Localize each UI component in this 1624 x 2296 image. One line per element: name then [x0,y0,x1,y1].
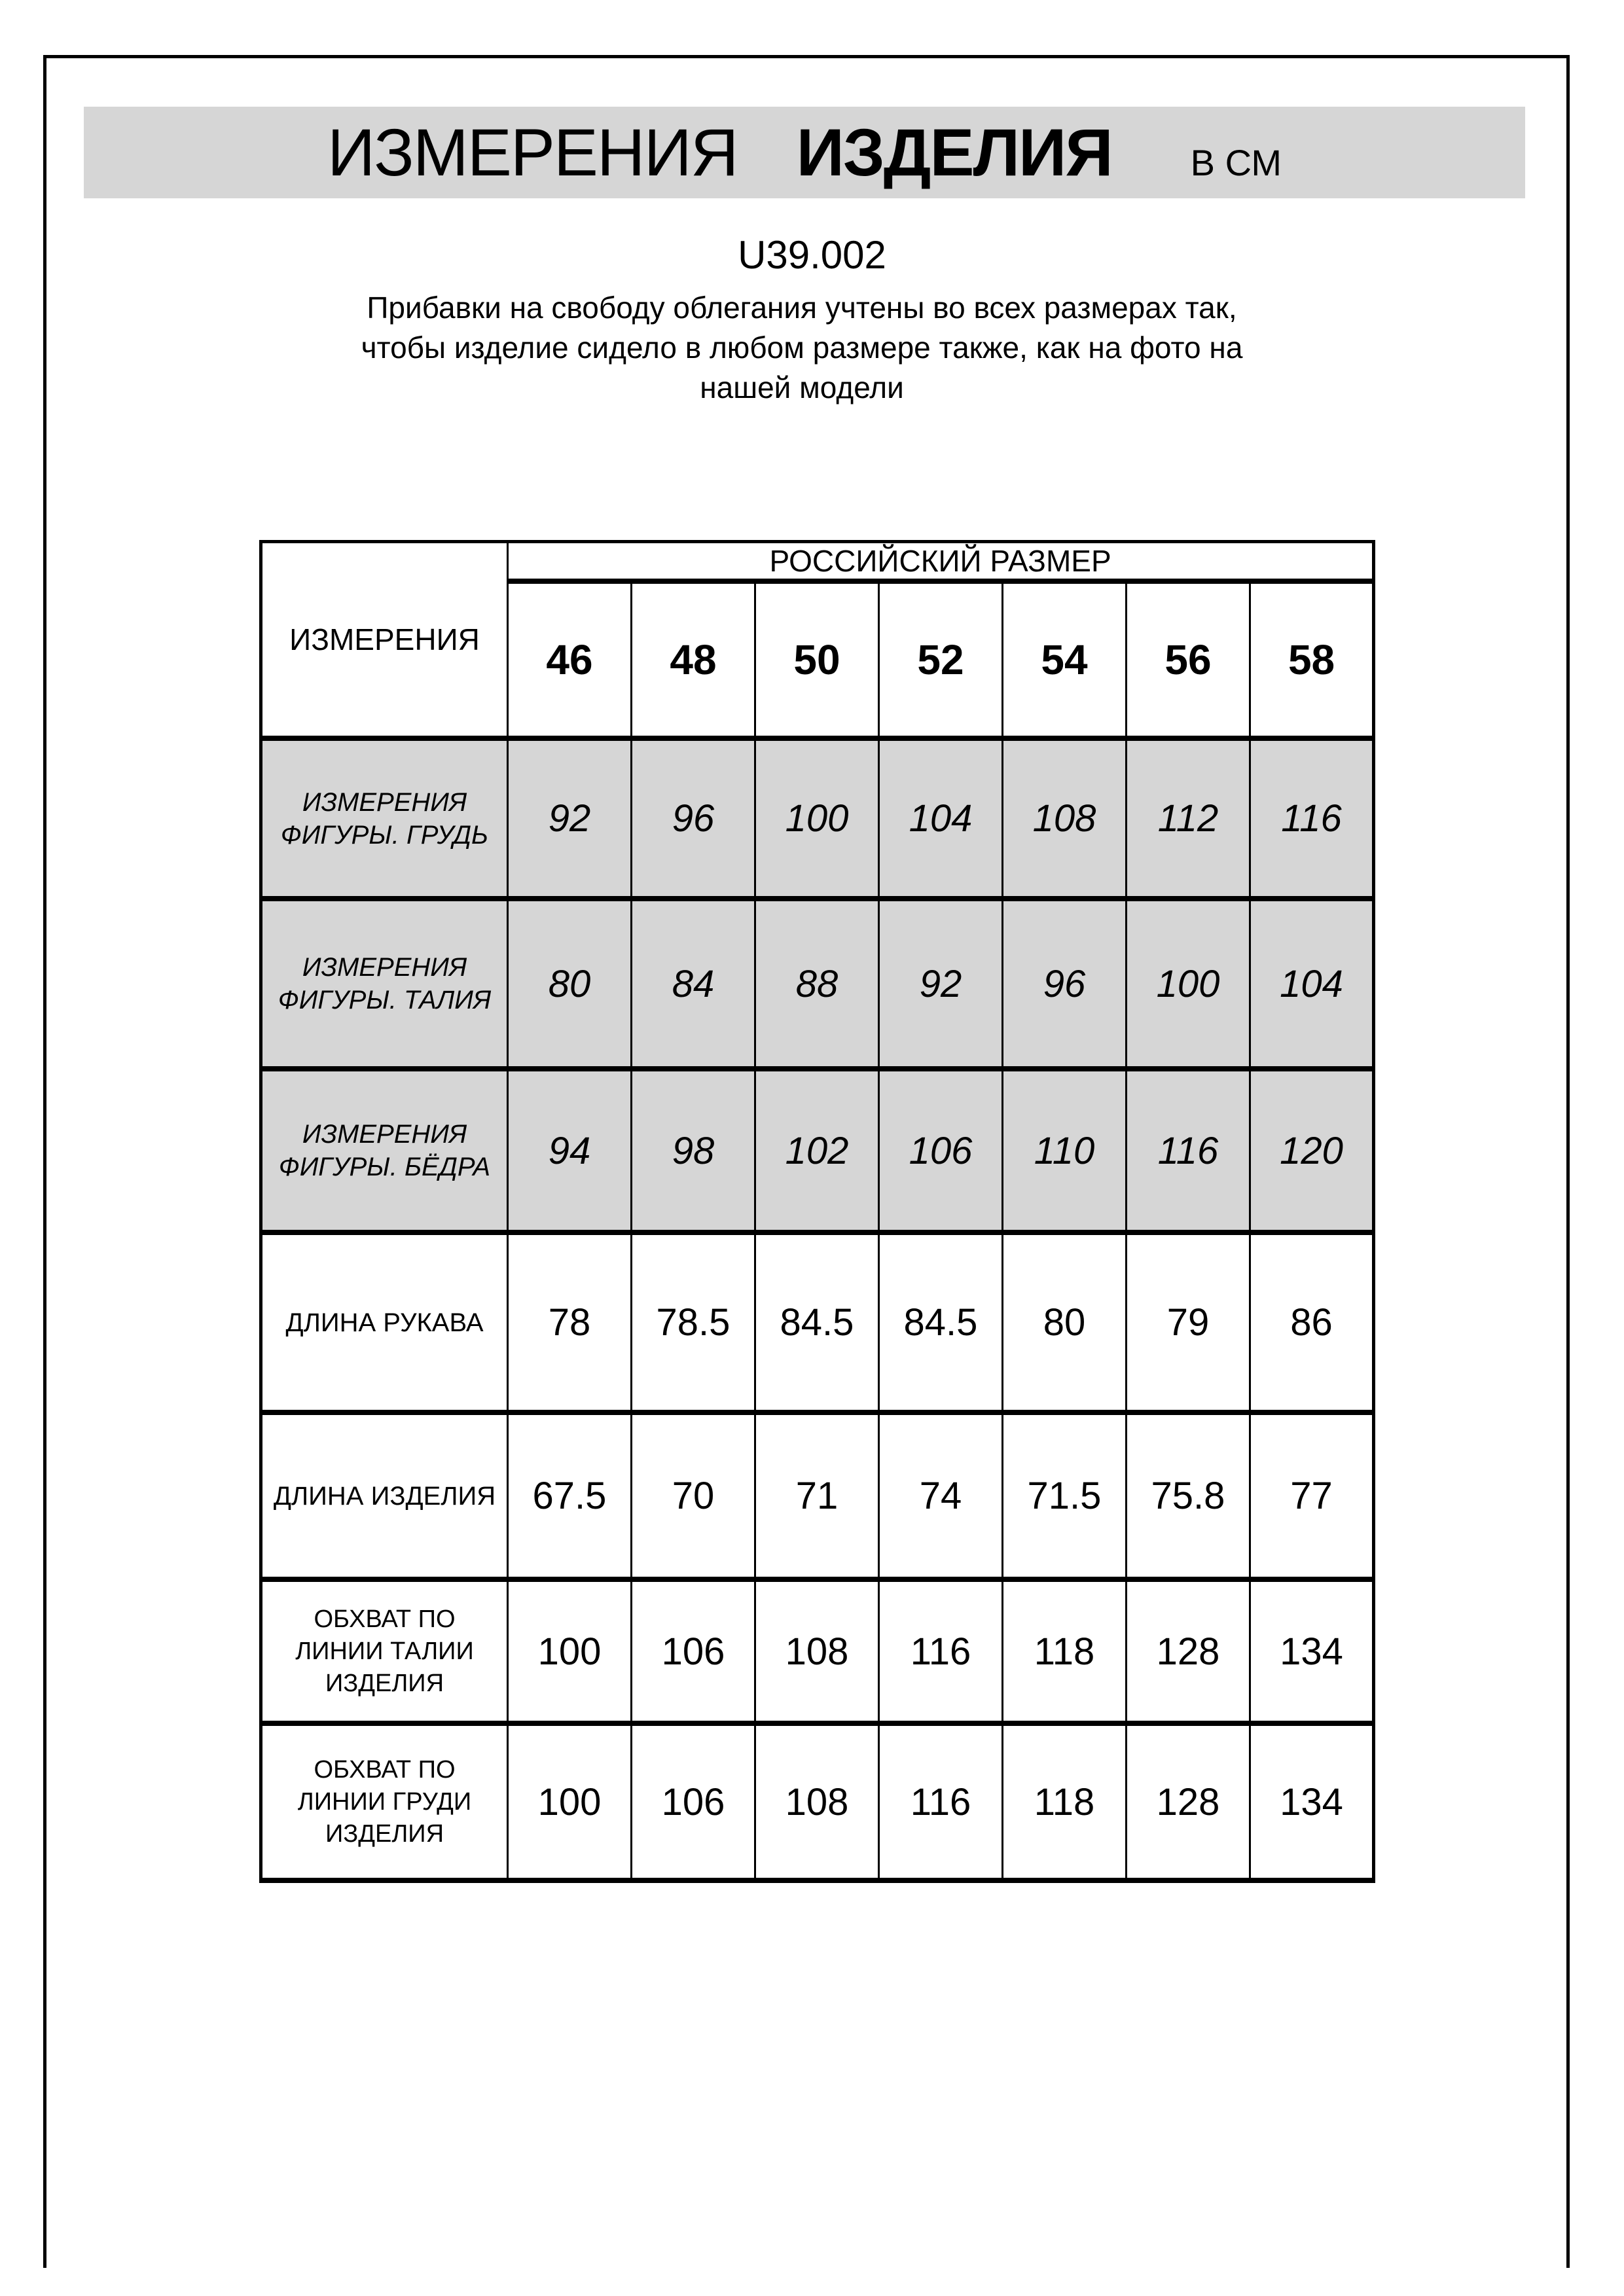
row-label-cell: ИЗМЕРЕНИЯ ФИГУРЫ. ТАЛИЯ [261,899,508,1069]
row-label-cell: ДЛИНА РУКАВА [261,1232,508,1412]
value-cell: 110 [1003,1069,1127,1232]
value-cell: 92 [879,899,1003,1069]
value-cell: 79 [1127,1232,1250,1412]
size-header-cell: 54 [1003,581,1127,738]
value-cell: 104 [1250,899,1374,1069]
value-cell: 106 [632,1723,755,1880]
row-label-cell: ОБХВАТ ПО ЛИНИИ ГРУДИ ИЗДЕЛИЯ [261,1723,508,1880]
fit-note-line-2: чтобы изделие сидело в любом размере также, как на фото на [361,331,1243,365]
row-label-cell: ИЗМЕРЕНИЯ ФИГУРЫ. ГРУДЬ [261,738,508,899]
size-header-cell: 58 [1250,581,1374,738]
value-cell: 71.5 [1003,1412,1127,1579]
value-cell: 116 [879,1723,1003,1880]
value-cell: 75.8 [1127,1412,1250,1579]
value-cell: 104 [879,738,1003,899]
title-bar [84,107,1525,198]
value-cell: 120 [1250,1069,1374,1232]
title-word-measurements: ИЗМЕРЕНИЯ [327,115,738,190]
fit-note-line-3: нашей модели [700,370,904,404]
table-row-figure-chest [261,738,1374,899]
value-cell: 71 [755,1412,879,1579]
value-cell: 86 [1250,1232,1374,1412]
value-cell: 106 [632,1579,755,1723]
value-cell: 96 [1003,899,1127,1069]
value-cell: 118 [1003,1723,1127,1880]
value-cell: 78.5 [632,1232,755,1412]
value-cell: 128 [1127,1723,1250,1880]
title-word-product: ИЗДЕЛИЯ [796,115,1112,190]
title-unit-cm: В СМ [1190,142,1282,183]
fit-note [0,288,1604,408]
value-cell: 88 [755,899,879,1069]
value-cell: 108 [1003,738,1127,899]
table-row-figure-waist [261,899,1374,1069]
value-cell: 128 [1127,1579,1250,1723]
table-row-chest-girth [261,1723,1374,1880]
table-row-item-length [261,1412,1374,1579]
value-cell: 106 [879,1069,1003,1232]
value-cell: 118 [1003,1579,1127,1723]
value-cell: 84 [632,899,755,1069]
value-cell: 74 [879,1412,1003,1579]
value-cell: 134 [1250,1723,1374,1880]
value-cell: 116 [879,1579,1003,1723]
value-cell: 102 [755,1069,879,1232]
corner-cell: ИЗМЕРЕНИЯ [261,542,508,739]
value-cell: 134 [1250,1579,1374,1723]
value-cell: 100 [508,1579,632,1723]
value-cell: 77 [1250,1412,1374,1579]
value-cell: 100 [755,738,879,899]
row-label-cell: ИЗМЕРЕНИЯ ФИГУРЫ. БЁДРА [261,1069,508,1232]
value-cell: 116 [1250,738,1374,899]
product-code: U39.002 [738,233,886,277]
value-cell: 78 [508,1232,632,1412]
value-cell: 100 [1127,899,1250,1069]
size-header-cell: 46 [508,581,632,738]
size-header-cell: 56 [1127,581,1250,738]
value-cell: 98 [632,1069,755,1232]
size-header-cell: 52 [879,581,1003,738]
value-cell: 116 [1127,1069,1250,1232]
value-cell: 84.5 [755,1232,879,1412]
table-row-sleeve-length [261,1232,1374,1412]
value-cell: 112 [1127,738,1250,899]
value-cell: 80 [508,899,632,1069]
row-label-cell: ОБХВАТ ПО ЛИНИИ ТАЛИИ ИЗДЕЛИЯ [261,1579,508,1723]
group-header-cell: РОССИЙСКИЙ РАЗМЕР [508,542,1374,582]
value-cell: 67.5 [508,1412,632,1579]
value-cell: 70 [632,1412,755,1579]
value-cell: 92 [508,738,632,899]
value-cell: 100 [508,1723,632,1880]
value-cell: 84.5 [879,1232,1003,1412]
value-cell: 108 [755,1723,879,1880]
size-header-cell: 50 [755,581,879,738]
value-cell: 94 [508,1069,632,1232]
value-cell: 96 [632,738,755,899]
table-row-figure-hips [261,1069,1374,1232]
size-header-cell: 48 [632,581,755,738]
value-cell: 80 [1003,1232,1127,1412]
row-label-cell: ДЛИНА ИЗДЕЛИЯ [261,1412,508,1579]
table-row-waist-girth [261,1579,1374,1723]
fit-note-line-1: Прибавки на свободу облегания учтены во всех размерах так, [367,291,1237,325]
value-cell: 108 [755,1579,879,1723]
size-table-container [259,540,1375,1883]
size-table [259,540,1375,1883]
